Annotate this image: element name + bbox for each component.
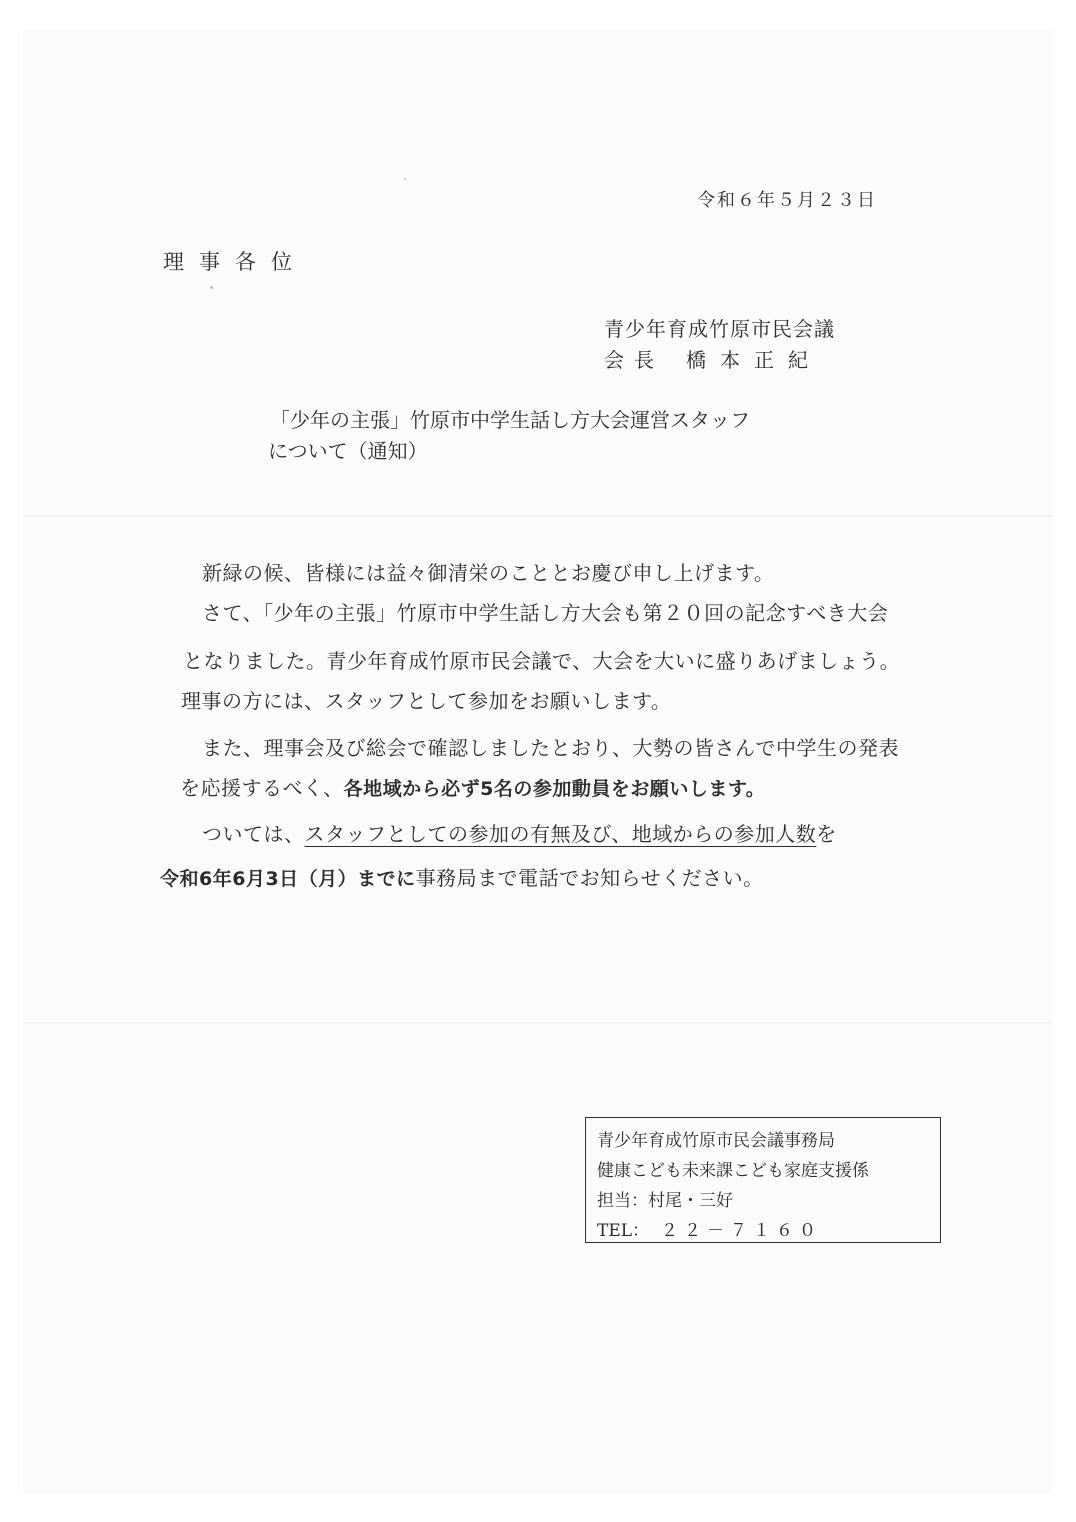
body-line-greeting: 新緑の候、皆様には益々御清栄のこととお慶び申し上げます。 <box>202 561 775 585</box>
paper-speck <box>404 178 406 180</box>
subject-heading <box>270 405 810 467</box>
paper-speck <box>210 286 213 289</box>
body-text: を <box>816 822 837 846</box>
body-line <box>180 772 765 801</box>
sender-signature <box>604 344 822 373</box>
subject-line-2: について（通知） <box>268 439 428 463</box>
deadline-text: 令和6年6月3日（月）までに <box>160 868 416 890</box>
tel-number: ２２－７１６０ <box>661 1221 823 1241</box>
fold-crease <box>24 515 1052 517</box>
tel-label: TEL： <box>597 1221 650 1241</box>
contact-staff: 担当：村尾・三好 <box>597 1191 733 1211</box>
body-text: ついては、 <box>202 822 305 846</box>
addressee: 理事各位 <box>163 250 307 274</box>
body-line: さて、「少年の主張」竹原市中学生話し方大会も第２０回の記念すべき大会 <box>202 601 889 625</box>
contact-office: 青少年育成竹原市民会議事務局 <box>597 1131 835 1151</box>
contact-box <box>585 1117 941 1243</box>
body-line: となりました。青少年育成竹原市民会議で、大会を大いに盛りあげましょう。 <box>183 649 901 673</box>
body-line: 理事の方には、スタッフとして参加をお願いします。 <box>181 689 672 713</box>
body-text: を応援するべく、 <box>180 776 344 800</box>
underlined-text: スタッフとしての参加の有無及び、地域からの参加人数 <box>304 822 817 846</box>
fold-crease <box>24 1022 1052 1024</box>
body-line: また、理事会及び総会で確認しましたとおり、大勢の皆さんで中学生の発表 <box>202 736 899 760</box>
body-line <box>202 818 837 847</box>
contact-tel <box>597 1216 940 1246</box>
subject-line-1: 「少年の主張」竹原市中学生話し方大会運営スタッフ <box>270 408 750 432</box>
sender-role: 会長 <box>604 348 664 372</box>
body-text: 事務局まで電話でお知らせください。 <box>415 866 764 890</box>
body-line-deadline <box>160 862 764 891</box>
document-date: 令和６年５月２３日 <box>697 190 877 211</box>
contact-department: 健康こども未来課こども家庭支援係 <box>597 1161 869 1181</box>
sender-organization: 青少年育成竹原市民会議 <box>604 317 835 341</box>
sender-name: 橋本正紀 <box>686 348 822 372</box>
emphasis-text: 各地域から必ず5名の参加動員をお願いします。 <box>343 778 766 800</box>
